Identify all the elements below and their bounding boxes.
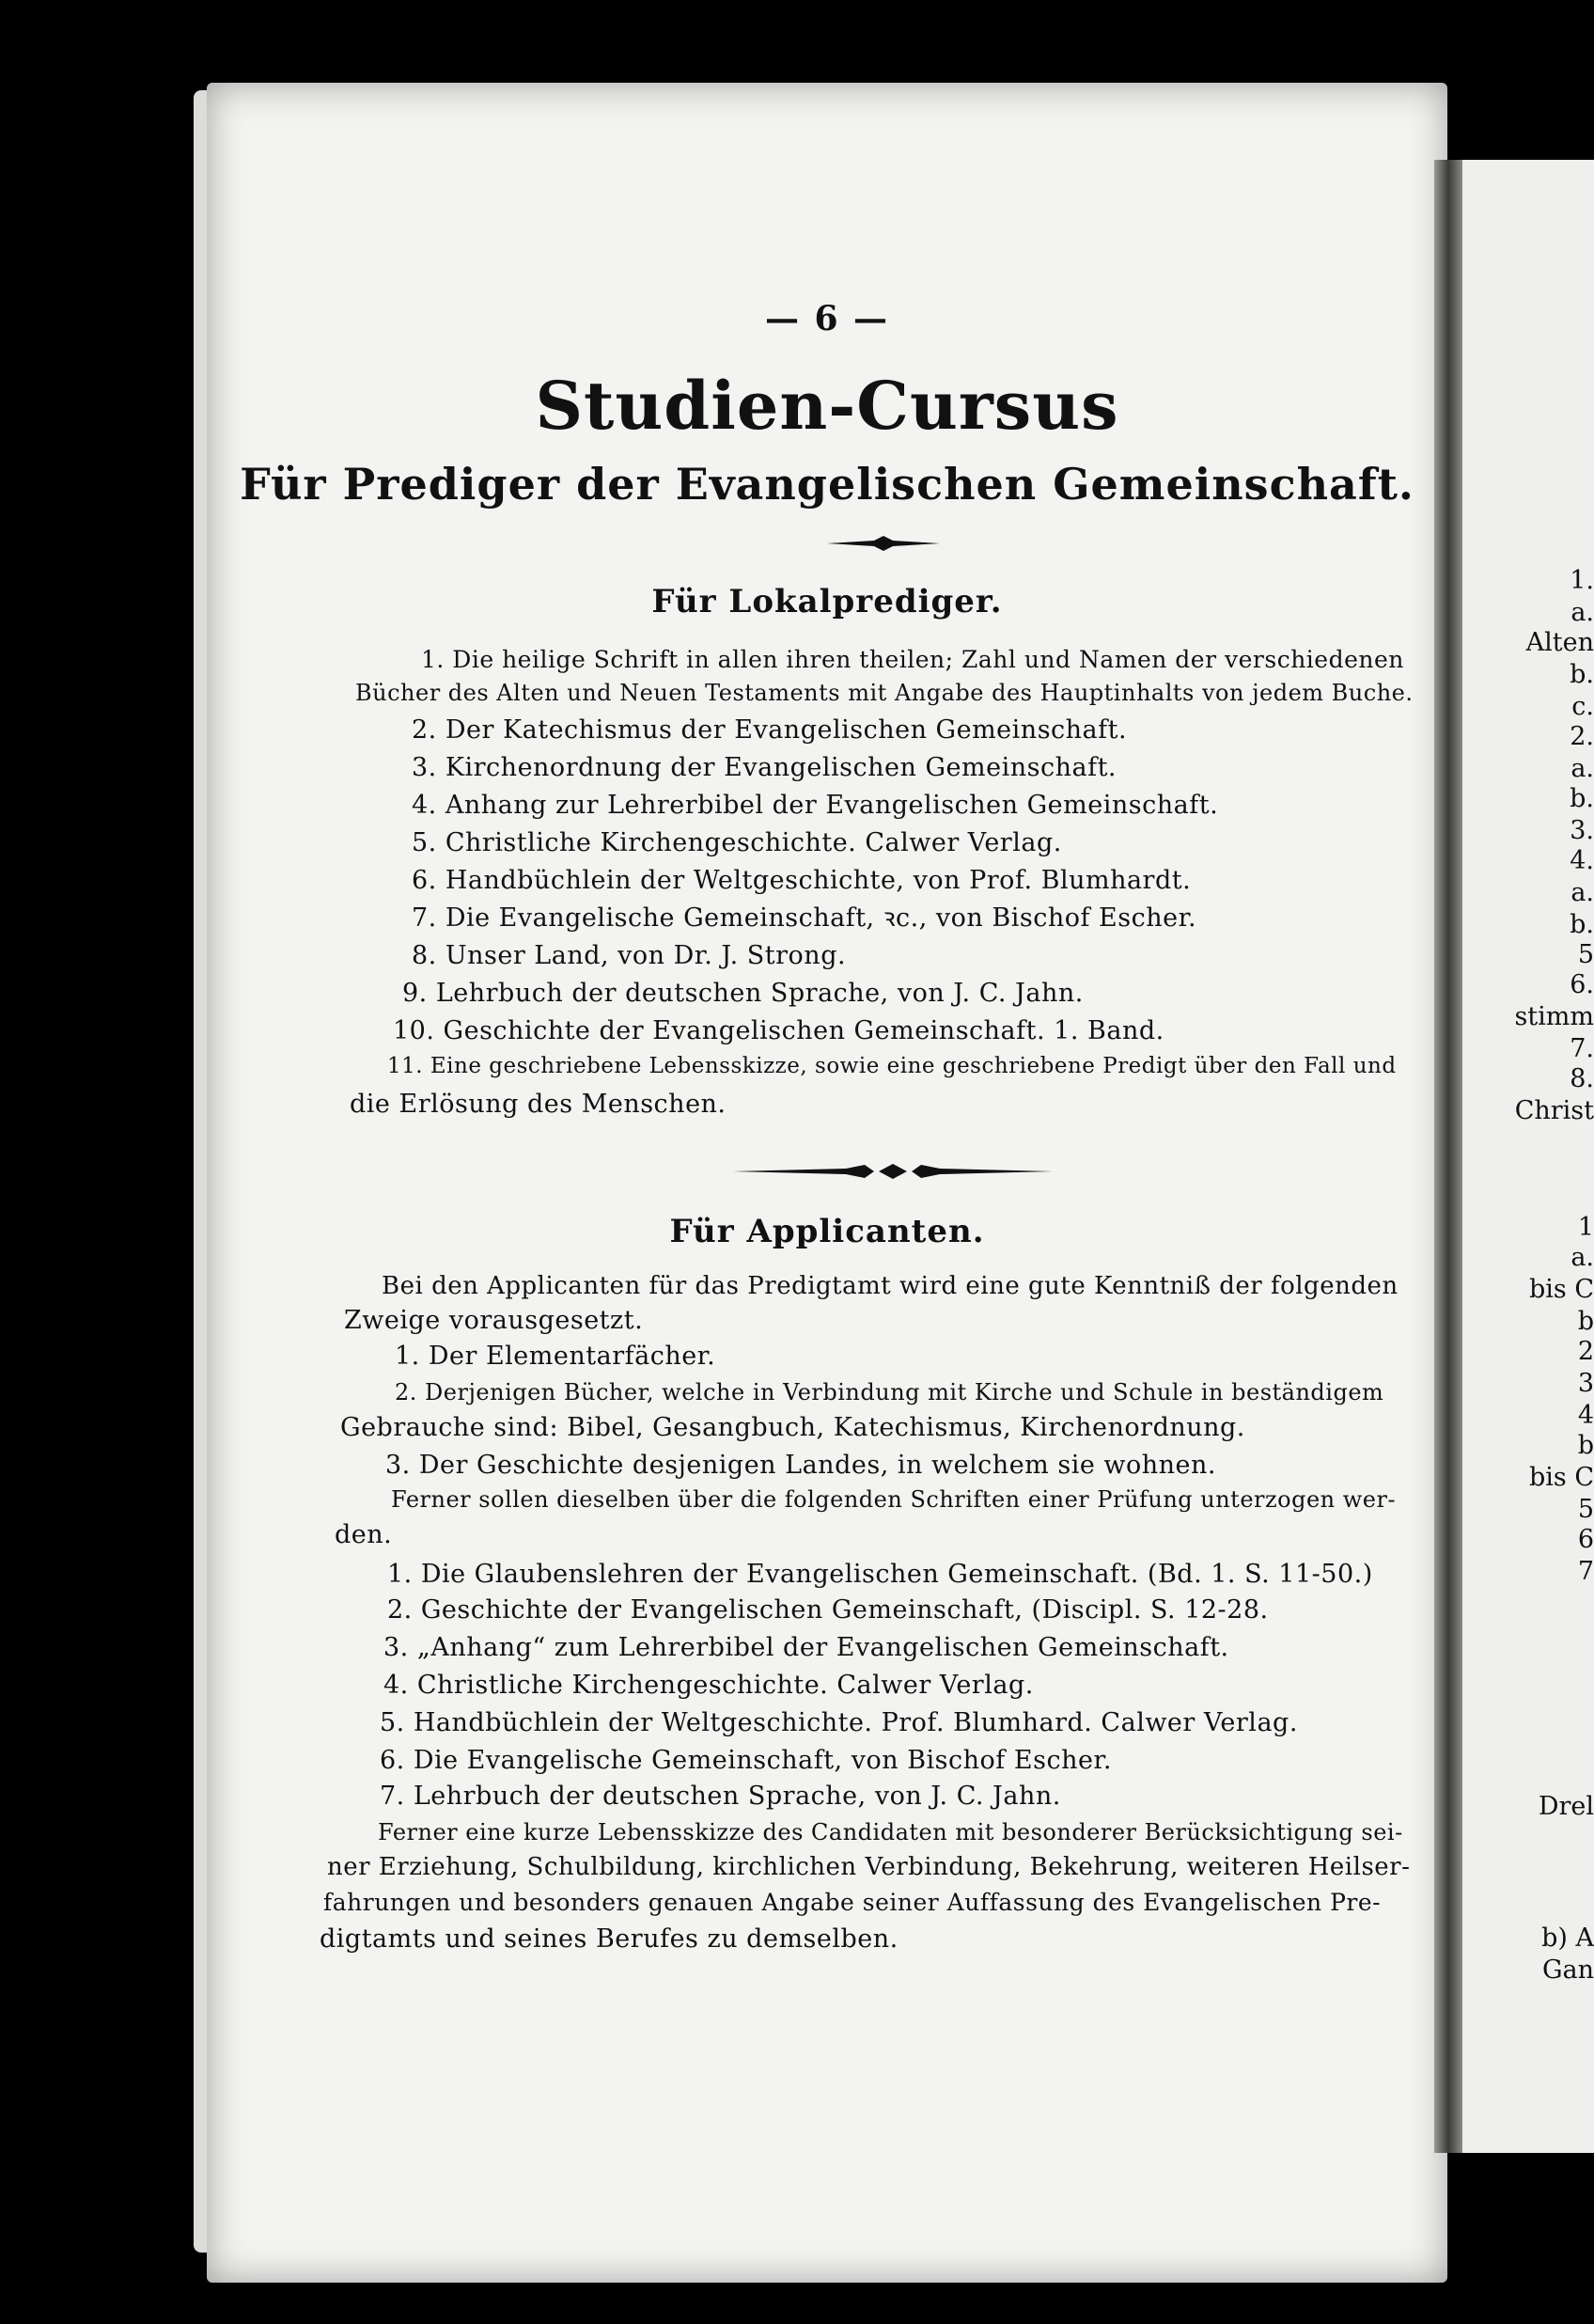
lokal-line: 5. Christliche Kirchengeschichte. Calwer Verlag. xyxy=(412,828,1062,857)
facing-fragment: bis C xyxy=(1528,1463,1594,1492)
applicanten-line: fahrungen und besonders genauen Angabe seiner Auffassung des Evangelischen Pre- xyxy=(323,1889,1382,1916)
applicanten-line: Ferner sollen dieselben über die folgenden Schriften einer Prüfung unterzogen wer- xyxy=(391,1486,1397,1513)
facing-fragment: b. xyxy=(1570,784,1594,813)
lokal-line: 9. Lehrbuch der deutschen Sprache, von J. C. Jahn. xyxy=(402,979,1084,1008)
facing-fragment: Christ xyxy=(1514,1096,1594,1125)
lokal-line: 10. Geschichte der Evangelischen Gemeinschaft. 1. Band. xyxy=(393,1016,1164,1045)
page-subtitle: Für Prediger der Evangelischen Gemeinschaft. xyxy=(240,459,1414,510)
facing-fragment: 2 xyxy=(1577,1337,1594,1366)
lokal-line: 6. Handbüchlein der Weltgeschichte, von Prof. Blumhardt. xyxy=(412,866,1192,895)
facing-fragment: 7. xyxy=(1570,1034,1594,1063)
small-ornament xyxy=(827,536,940,551)
applicanten-line: digtamts und seines Berufes zu demselben. xyxy=(320,1924,899,1954)
facing-fragment: 3. xyxy=(1570,816,1594,845)
facing-fragment: Gan xyxy=(1541,1955,1594,1985)
facing-fragment: 6 xyxy=(1577,1525,1594,1554)
applicanten-line: 5. Handbüchlein der Weltgeschichte. Prof. Blumhard. Calwer Verlag. xyxy=(380,1708,1298,1737)
facing-fragment: 2. xyxy=(1570,722,1594,751)
page-number: — 6 — xyxy=(764,299,890,338)
facing-fragment: 1. xyxy=(1570,566,1594,595)
section-heading-applicanten: Für Applicanten. xyxy=(669,1213,985,1250)
applicanten-line: den. xyxy=(335,1520,393,1549)
section-heading-lokal: Für Lokalprediger. xyxy=(651,583,1003,620)
lokal-line: Bücher des Alten und Neuen Testaments mit Angabe des Hauptinhalts von jedem Buche. xyxy=(355,680,1414,706)
facing-fragment: b xyxy=(1577,1431,1594,1460)
applicanten-line: 1. Der Elementarfächer. xyxy=(395,1342,716,1371)
applicanten-line: 2. Geschichte der Evangelischen Gemeinschaft, (Discipl. S. 12-28. xyxy=(387,1595,1269,1625)
facing-fragment: 5 xyxy=(1577,940,1594,969)
lokal-line: 1. Die heilige Schrift in allen ihren theilen; Zahl und Namen der verschiedenen xyxy=(421,646,1404,673)
facing-fragment: 1 xyxy=(1577,1213,1594,1242)
facing-fragment: stimm xyxy=(1514,1002,1594,1031)
facing-fragment: b. xyxy=(1570,660,1594,689)
facing-fragment: a. xyxy=(1571,1243,1594,1272)
facing-fragment: Drel xyxy=(1538,1792,1594,1821)
facing-fragment: c. xyxy=(1571,692,1594,721)
section-divider-ornament xyxy=(733,1160,1053,1183)
facing-fragment: 3 xyxy=(1577,1369,1594,1398)
facing-fragment: b xyxy=(1577,1307,1594,1336)
facing-fragment: a. xyxy=(1571,598,1594,627)
lokal-line: die Erlösung des Menschen. xyxy=(350,1090,727,1119)
applicanten-line: 7. Lehrbuch der deutschen Sprache, von J. C. Jahn. xyxy=(380,1782,1061,1811)
lokal-line: 2. Der Katechismus der Evangelischen Gemeinschaft. xyxy=(412,715,1128,745)
applicanten-line: 2. Derjenigen Bücher, welche in Verbindung mit Kirche und Schule in beständigem xyxy=(395,1379,1384,1405)
applicanten-line: Bei den Applicanten für das Predigtamt wird eine gute Kenntniß der folgenden xyxy=(382,1272,1399,1300)
applicanten-line: 1. Die Glaubenslehren der Evangelischen Gemeinschaft. (Bd. 1. S. 11-50.) xyxy=(387,1560,1373,1589)
facing-fragment: b. xyxy=(1570,910,1594,939)
applicanten-line: ner Erziehung, Schulbildung, kirchlichen Verbindung, Bekehrung, weiteren Heilser- xyxy=(327,1853,1411,1881)
lokal-line: 3. Kirchenordnung der Evangelischen Gemeinschaft. xyxy=(412,753,1117,782)
applicanten-line: 3. Der Geschichte desjenigen Landes, in welchem sie wohnen. xyxy=(385,1451,1217,1480)
applicanten-line: Gebrauche sind: Bibel, Gesangbuch, Katechismus, Kirchenordnung. xyxy=(340,1413,1245,1442)
lokal-line: 8. Unser Land, von Dr. J. Strong. xyxy=(412,941,847,970)
lokal-line: 11. Eine geschriebene Lebensskizze, sowie eine geschriebene Predigt über den Fall und xyxy=(387,1054,1397,1078)
facing-fragment: 4 xyxy=(1577,1401,1594,1430)
facing-fragment: b) A xyxy=(1541,1924,1594,1953)
facing-fragment: 6. xyxy=(1570,970,1594,999)
applicanten-line: 4. Christliche Kirchengeschichte. Calwer Verlag. xyxy=(383,1671,1034,1700)
lokal-line: 7. Die Evangelische Gemeinschaft, ꝛc., von Bischof Escher. xyxy=(412,903,1197,933)
facing-fragment: a. xyxy=(1571,878,1594,907)
facing-page xyxy=(1462,160,1594,2153)
applicanten-line: 6. Die Evangelische Gemeinschaft, von Bischof Escher. xyxy=(380,1746,1112,1775)
facing-fragment: 7 xyxy=(1577,1557,1594,1586)
facing-fragment: 8. xyxy=(1570,1064,1594,1093)
facing-fragment: a. xyxy=(1571,754,1594,783)
facing-fragment: Alten xyxy=(1525,628,1594,657)
facing-fragment: bis C xyxy=(1528,1275,1594,1304)
lokal-line: 4. Anhang zur Lehrerbibel der Evangelischen Gemeinschaft. xyxy=(412,791,1219,820)
applicanten-line: Zweige vorausgesetzt. xyxy=(344,1306,644,1335)
page-title: Studien-Cursus xyxy=(535,367,1119,445)
facing-fragment: 5 xyxy=(1577,1495,1594,1524)
applicanten-line: 3. „Anhang“ zum Lehrerbibel der Evangelischen Gemeinschaft. xyxy=(383,1633,1229,1662)
applicanten-line: Ferner eine kurze Lebensskizze des Candidaten mit besonderer Berücksichtigung sei- xyxy=(378,1819,1403,1845)
facing-fragment: 4. xyxy=(1570,846,1594,875)
